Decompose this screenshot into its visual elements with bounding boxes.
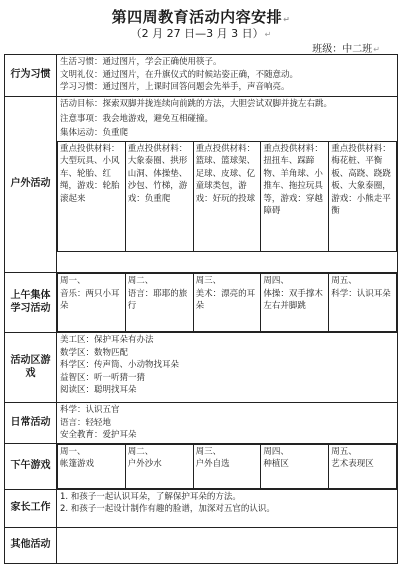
- habits-content: [57, 55, 398, 97]
- row-label-daily: 日常活动: [5, 403, 57, 444]
- morning-day-content: 语言：耶耶的旅行: [127, 288, 188, 311]
- row-label-areas: 活动区游戏: [5, 333, 57, 403]
- page-title-text: 第四周教育活动内容安排: [111, 8, 283, 26]
- afternoon-day-content: 户外沙水: [127, 459, 162, 469]
- morning-day: [125, 274, 193, 332]
- return-mark-icon: ↵: [373, 45, 380, 54]
- afternoon-day-label: 周四、: [263, 446, 289, 457]
- areas-line: 益智区：听一听猜一猜: [60, 372, 146, 383]
- outdoor-column: 重点投供材料：篮球、篮球架、足球、皮球、亿童球类包，游戏：好玩的投球: [193, 141, 261, 251]
- row-label-morning: 上午集体学习活动: [5, 273, 57, 333]
- outdoor-column: 重点投供材料：梅花桩、平衡板、高跷、跷跷板、大象泰圈，游戏：小熊走平衡: [329, 141, 397, 251]
- return-mark-icon: ↵: [283, 15, 291, 24]
- other-content: [57, 527, 398, 563]
- row-outdoor: [5, 97, 398, 273]
- class-label-text: 班级：中二班: [312, 44, 373, 55]
- row-label-habits: 行为习惯: [5, 55, 57, 97]
- parents-line: 2. 和孩子一起设计制作有趣的脸谱，加深对五官的认识。: [60, 504, 275, 514]
- daily-line: 语言：轻轻地: [60, 417, 112, 428]
- daily-line: 安全教育：爱护耳朵: [60, 430, 137, 440]
- row-label-outdoor: 户外活动: [5, 97, 57, 273]
- parents-content: [57, 489, 398, 527]
- morning-columns: [57, 273, 397, 332]
- afternoon-day-content: 艺术表现区: [331, 459, 374, 469]
- morning-day-content: 体操：双手撑木左右并脚跳: [263, 288, 323, 311]
- afternoon-day-content: 户外自选: [195, 459, 230, 469]
- outdoor-goal: 活动目标：探索双脚并拢连续向前跳的方法，大胆尝试双脚并拢左右跳。: [60, 99, 333, 109]
- row-morning: [5, 273, 398, 333]
- return-mark-icon: ↵: [264, 30, 272, 39]
- morning-day: [329, 274, 397, 332]
- areas-line: 阅读区：聪明找耳朵: [60, 385, 137, 395]
- row-daily: [5, 403, 398, 444]
- schedule-table: [4, 54, 398, 564]
- afternoon-day: [193, 444, 261, 488]
- afternoon-content: [57, 443, 398, 489]
- date-range-text: （2 月 27 日—3 月 3 日）: [130, 27, 264, 40]
- afternoon-day: [329, 444, 397, 488]
- outdoor-content: [57, 97, 398, 273]
- row-habits: [5, 55, 398, 97]
- outdoor-group: 集体运动：负重爬: [60, 128, 129, 138]
- habits-line: 生活习惯：通过图片，学会正确使用筷子。: [60, 57, 222, 67]
- row-afternoon: [5, 443, 398, 489]
- afternoon-day: [125, 444, 193, 488]
- morning-content: [57, 273, 398, 333]
- afternoon-day-content: 种植区: [263, 459, 289, 469]
- morning-day: [261, 274, 329, 332]
- afternoon-day-label: 周一、: [60, 446, 86, 457]
- class-label: [312, 40, 380, 55]
- morning-day-label: 周四、: [263, 276, 289, 286]
- row-label-other: 其他活动: [5, 527, 57, 563]
- outdoor-note: 注意事项：我会地游戏，避免互相碰撞。: [60, 113, 214, 124]
- habits-line: 文明礼仪：通过图片，在升旗仪式的时候站姿正确，不随意动。: [60, 69, 299, 80]
- page-title: [0, 6, 402, 27]
- morning-day-label: 周一、: [60, 276, 86, 286]
- row-other: [5, 527, 398, 563]
- outdoor-columns: [57, 141, 397, 252]
- row-label-parents: 家长工作: [5, 489, 57, 527]
- outdoor-column: 重点投供材料：扭扭车、踩蹄物、羊角球、小推车、拖拉玩具等，游戏：穿越障碍: [261, 141, 329, 251]
- afternoon-columns: [57, 444, 397, 489]
- afternoon-day-content: 帐篷游戏: [60, 459, 95, 469]
- areas-line: 数学区：数物匹配: [60, 347, 129, 358]
- morning-day-content: 音乐：两只小耳朵: [60, 288, 120, 311]
- areas-content: [57, 333, 398, 403]
- afternoon-day-label: 周五、: [331, 446, 357, 457]
- morning-day-label: 周二、: [127, 276, 154, 286]
- date-range: [0, 25, 402, 41]
- habits-line: 学习习惯：通过图片，上课时回答问题会先举手，声音响亮。: [60, 82, 290, 92]
- afternoon-day: [58, 444, 126, 488]
- areas-line: 科学区：传声筒、小动物找耳朵: [60, 360, 180, 370]
- morning-day-label: 周三、: [195, 276, 222, 286]
- morning-day: [58, 274, 126, 332]
- outdoor-column: 重点投供材料：大象泰圈、拱形山洞、体操垫、沙包、竹梯，游戏：负重爬: [125, 141, 193, 251]
- morning-day-content: 科学：认识耳朵: [331, 288, 391, 299]
- afternoon-day-label: 周二、: [127, 446, 154, 457]
- outdoor-column: 重点投供材料：大型玩具、小风车、轮胎、红绳，游戏：轮胎滚起来: [58, 141, 126, 251]
- row-parents: [5, 489, 398, 527]
- row-areas: [5, 333, 398, 403]
- row-label-afternoon: 下午游戏: [5, 443, 57, 489]
- morning-day-label: 周五、: [331, 276, 357, 286]
- morning-day-content: 美术：漂亮的耳朵: [195, 288, 256, 311]
- daily-content: [57, 403, 398, 444]
- parents-line: 1. 和孩子一起认识耳朵，了解保护耳朵的方法。: [60, 491, 241, 502]
- afternoon-day-label: 周三、: [195, 446, 222, 457]
- afternoon-day: [261, 444, 329, 488]
- daily-line: 科学：认识五官: [60, 405, 120, 415]
- areas-line: 美工区：保护耳朵有办法: [60, 335, 154, 345]
- morning-day: [193, 274, 261, 332]
